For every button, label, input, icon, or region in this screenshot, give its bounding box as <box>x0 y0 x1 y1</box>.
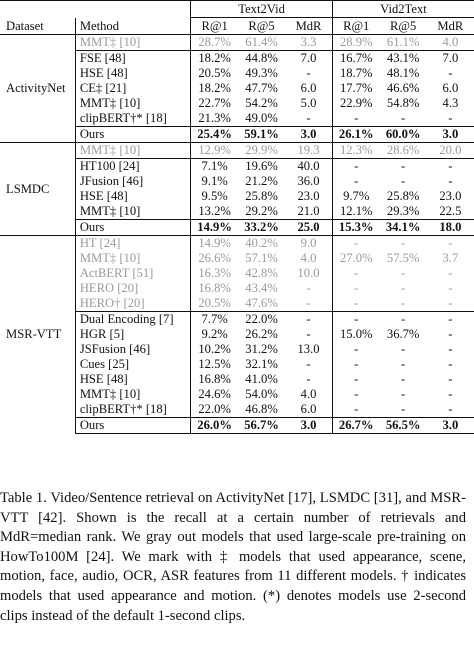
method-name: Ours <box>75 127 190 143</box>
metric-cell: - <box>380 312 427 328</box>
metric-cell: - <box>306 357 311 371</box>
metric-cell: 3.0 <box>285 418 332 434</box>
metric-cell: 59.1% <box>238 127 285 143</box>
metric-cell: 44.8% <box>238 51 285 67</box>
dataset-name: MSR-VTT <box>0 236 75 434</box>
metric-cell: 33.2% <box>238 220 285 236</box>
metric-cell: 49.0% <box>245 111 278 125</box>
metric-cell: 41.0% <box>245 372 278 386</box>
metric-cell: 28.6% <box>380 143 427 159</box>
metric-header: R@1 <box>191 18 238 35</box>
method-name: HT [24] <box>75 236 190 252</box>
metric-cell: 25.8% <box>245 189 278 203</box>
metric-cell: - <box>401 387 406 401</box>
metric-cell: - <box>285 312 332 328</box>
method-name: clipBERT†* [18] <box>75 402 190 418</box>
metric-cell: 61.1% <box>380 35 427 51</box>
metric-cell: - <box>448 357 453 371</box>
metric-cell: 6.0 <box>442 81 459 95</box>
metric-cell: - <box>332 296 379 312</box>
table-body <box>0 35 474 434</box>
metric-cell: 7.0 <box>427 51 474 67</box>
metric-cell: 9.2% <box>191 327 238 342</box>
metric-cell: - <box>306 66 311 80</box>
metric-cell: 16.7% <box>332 51 379 67</box>
method-name: HSE [48] <box>75 189 190 204</box>
metric-cell: 25.8% <box>386 189 420 203</box>
metric-cell: 34.1% <box>380 220 427 236</box>
metric-cell: 7.1% <box>191 159 238 175</box>
caption-text: Table 1. Video/Sentence retrieval on ActivityNet [17], LSMDC [31], and MSR-VTT [42]. Shown is the recall at a certain number of retrievals and MdR=median rank. We gray out models that used large-scale pre-training on HowTo100M [24]. We mark with ‡ models that used appearance, scene, motion, face, audio, OCR, ASR features from 11 different models. † indicates models that used appearance and motion. (*) denotes models use 2-second clips instead of the default 1-second clips. <box>0 490 466 624</box>
metric-cell: - <box>306 296 311 310</box>
metric-cell: 20.5% <box>191 296 238 312</box>
metric-cell: 27.0% <box>332 251 379 266</box>
metric-cell: 48.1% <box>386 66 420 80</box>
metric-cell: 9.0 <box>285 236 332 252</box>
metric-cell: 23.0 <box>439 189 462 203</box>
metric-cell: - <box>380 236 427 252</box>
metric-cell: 13.0 <box>297 342 320 356</box>
metric-cell: 22.0% <box>191 402 238 418</box>
metric-cell: 3.3 <box>285 35 332 51</box>
metric-cell: 36.7% <box>386 327 420 341</box>
method-name: HGR [5] <box>75 327 190 342</box>
metric-cell: - <box>332 357 379 372</box>
metric-cell: 26.7% <box>332 418 379 434</box>
metric-cell: 26.2% <box>245 327 278 341</box>
metric-cell: - <box>448 402 453 416</box>
metric-cell: - <box>332 372 379 387</box>
metric-cell: 10.0 <box>297 266 320 280</box>
metric-cell: - <box>448 174 453 188</box>
metric-cell: - <box>332 402 379 418</box>
method-name: HERO [20] <box>75 281 190 296</box>
metric-cell: - <box>332 312 379 328</box>
metric-header: MdR <box>295 19 322 33</box>
metric-cell: 17.7% <box>332 81 379 96</box>
metric-cell: - <box>448 372 453 386</box>
metric-cell: - <box>448 342 453 356</box>
group-vid2text-header: Vid2Text <box>332 1 474 18</box>
metric-cell: 22.5 <box>439 204 462 218</box>
metric-cell: 5.0 <box>300 96 317 110</box>
method-name: Ours <box>75 418 190 434</box>
metric-cell: 28.9% <box>332 35 379 51</box>
method-name: MMT‡ [10] <box>75 204 190 220</box>
metric-cell: 19.3 <box>285 143 332 159</box>
metric-cell: 21.2% <box>245 174 278 188</box>
metric-cell: 25.4% <box>191 127 238 143</box>
metric-cell: 15.3% <box>332 220 379 236</box>
metric-cell: 47.6% <box>245 296 278 310</box>
metric-cell: 16.8% <box>191 281 238 296</box>
metric-cell: 4.0 <box>300 251 317 265</box>
metric-cell: 10.2% <box>191 342 238 357</box>
metric-header: R@1 <box>332 18 379 35</box>
metric-cell: 43.1% <box>380 51 427 67</box>
metric-cell: 43.4% <box>245 281 278 295</box>
metric-cell: - <box>401 372 406 386</box>
metric-cell: 6.0 <box>300 81 317 95</box>
metric-cell: 56.7% <box>238 418 285 434</box>
metric-cell: 60.0% <box>380 127 427 143</box>
metric-cell: 4.0 <box>427 35 474 51</box>
metric-cell: 56.5% <box>380 418 427 434</box>
metric-cell: - <box>448 66 453 80</box>
metric-cell: 20.0 <box>427 143 474 159</box>
metric-cell: 3.0 <box>427 127 474 143</box>
metric-cell: 40.0 <box>285 159 332 175</box>
metric-cell: 3.0 <box>427 418 474 434</box>
metric-cell: - <box>401 357 406 371</box>
metric-cell: 40.2% <box>238 236 285 252</box>
metric-cell: 18.7% <box>332 66 379 81</box>
metric-cell: 19.6% <box>238 159 285 175</box>
metric-cell: 22.9% <box>332 96 379 111</box>
metric-cell: 16.3% <box>191 266 238 281</box>
metric-cell: 31.2% <box>245 342 278 356</box>
method-column-header: Method <box>75 18 190 35</box>
metric-cell: 54.8% <box>386 96 420 110</box>
metric-cell: - <box>448 111 453 125</box>
metric-cell: - <box>332 342 379 357</box>
metric-cell: 26.1% <box>332 127 379 143</box>
metric-cell: 12.1% <box>332 204 379 220</box>
metric-cell: - <box>332 236 379 252</box>
metric-cell: 18.2% <box>191 51 238 67</box>
metric-cell: - <box>332 111 379 127</box>
metric-cell: 22.0% <box>238 312 285 328</box>
metric-cell: 9.7% <box>332 189 379 204</box>
metric-cell: 26.6% <box>191 251 238 266</box>
metric-cell: 12.9% <box>191 143 238 159</box>
table-row <box>0 35 474 51</box>
metric-cell: 18.2% <box>191 81 238 96</box>
group-header-row <box>0 1 474 18</box>
metric-cell: - <box>332 159 379 175</box>
metric-header: R@5 <box>248 19 275 33</box>
method-name: HERO† [20] <box>75 296 190 312</box>
metric-cell: 12.5% <box>191 357 238 372</box>
metric-cell: - <box>380 159 427 175</box>
metric-cell: 61.4% <box>238 35 285 51</box>
metric-cell: - <box>332 387 379 402</box>
metric-cell: 29.9% <box>238 143 285 159</box>
method-name: JFusion [46] <box>75 174 190 189</box>
metric-cell: - <box>306 327 311 341</box>
metric-cell: 21.3% <box>191 111 238 127</box>
metric-cell: 54.2% <box>245 96 278 110</box>
method-name: JSFusion [46] <box>75 342 190 357</box>
method-name: ActBERT [51] <box>75 266 190 281</box>
metric-cell: 13.2% <box>191 204 238 220</box>
metric-cell: 4.3 <box>442 96 459 110</box>
metric-header: MdR <box>437 19 464 33</box>
metric-cell: 32.1% <box>245 357 278 371</box>
metric-cell: 20.5% <box>191 66 238 81</box>
metric-cell: - <box>448 387 453 401</box>
dataset-column-header: Dataset <box>6 18 44 33</box>
metric-cell: 15.0% <box>332 327 379 342</box>
metric-cell: 25.0 <box>285 220 332 236</box>
dataset-name: LSMDC <box>0 143 75 236</box>
metric-cell: - <box>332 266 379 281</box>
metric-cell: 57.5% <box>386 251 420 265</box>
dataset-name: ActivityNet <box>0 35 75 143</box>
metric-cell: 18.0 <box>427 220 474 236</box>
method-name: HSE [48] <box>75 372 190 387</box>
metric-cell: 28.7% <box>191 35 238 51</box>
method-name: MMT‡ [10] <box>75 251 190 266</box>
metric-cell: - <box>401 296 406 310</box>
method-name: MMT‡ [10] <box>75 96 190 111</box>
metric-cell: 29.2% <box>245 204 278 218</box>
method-name: Dual Encoding [7] <box>75 312 190 328</box>
method-name: MMT‡ [10] <box>75 387 190 402</box>
metric-cell: 6.0 <box>300 402 317 416</box>
method-name: HSE [48] <box>75 66 190 81</box>
metric-cell: 46.6% <box>386 81 420 95</box>
metric-cell: 14.9% <box>191 236 238 252</box>
metric-cell: 4.0 <box>300 387 317 401</box>
metric-cell: 3.7 <box>442 251 459 265</box>
metric-cell: - <box>448 327 453 341</box>
method-name: HT100 [24] <box>75 159 190 175</box>
metric-cell: 9.5% <box>191 189 238 204</box>
table-caption <box>0 489 466 626</box>
metric-cell: - <box>401 402 406 416</box>
metric-cell: - <box>306 111 311 125</box>
method-name: CE‡ [21] <box>75 81 190 96</box>
metric-cell: 12.3% <box>332 143 379 159</box>
metric-cell: 7.0 <box>285 51 332 67</box>
metric-cell: 7.7% <box>191 312 238 328</box>
metric-cell: 16.8% <box>191 372 238 387</box>
metric-cell: - <box>427 312 474 328</box>
metric-cell: 36.0 <box>297 174 320 188</box>
method-name: MMT‡ [10] <box>75 143 190 159</box>
metric-cell: 3.0 <box>285 127 332 143</box>
method-name: Ours <box>75 220 190 236</box>
metric-cell: - <box>401 174 406 188</box>
table-row <box>0 143 474 159</box>
metric-cell: 26.0% <box>191 418 238 434</box>
metric-cell: - <box>332 174 379 189</box>
method-name: FSE [48] <box>75 51 190 67</box>
metric-cell: 49.3% <box>245 66 278 80</box>
metric-cell: 54.0% <box>245 387 278 401</box>
metric-cell: 46.8% <box>245 402 278 416</box>
metric-cell: 24.6% <box>191 387 238 402</box>
metric-cell: - <box>401 281 406 295</box>
metric-cell: 22.7% <box>191 96 238 111</box>
metric-cell: - <box>448 266 453 280</box>
metric-cell: 29.3% <box>386 204 420 218</box>
column-header-row <box>0 18 474 35</box>
metric-cell: 42.8% <box>245 266 278 280</box>
metric-cell: - <box>332 281 379 296</box>
metric-cell: - <box>427 236 474 252</box>
metric-cell: - <box>401 111 406 125</box>
metric-cell: 47.7% <box>245 81 278 95</box>
metric-cell: - <box>306 281 311 295</box>
metric-cell: - <box>401 342 406 356</box>
method-name: MMT‡ [10] <box>75 35 190 51</box>
metric-cell: - <box>448 296 453 310</box>
metric-cell: 21.0 <box>297 204 320 218</box>
metric-header: R@5 <box>390 19 417 33</box>
table-row <box>0 236 474 252</box>
metric-cell: 14.9% <box>191 220 238 236</box>
method-name: Cues [25] <box>75 357 190 372</box>
metric-cell: - <box>448 281 453 295</box>
method-name: clipBERT†* [18] <box>75 111 190 127</box>
metric-cell: - <box>306 372 311 386</box>
metric-cell: - <box>427 159 474 175</box>
metric-cell: 23.0 <box>297 189 320 203</box>
metric-cell: 9.1% <box>191 174 238 189</box>
metric-cell: - <box>401 266 406 280</box>
group-text2vid-header: Text2Vid <box>191 1 333 18</box>
metric-cell: 57.1% <box>245 251 278 265</box>
